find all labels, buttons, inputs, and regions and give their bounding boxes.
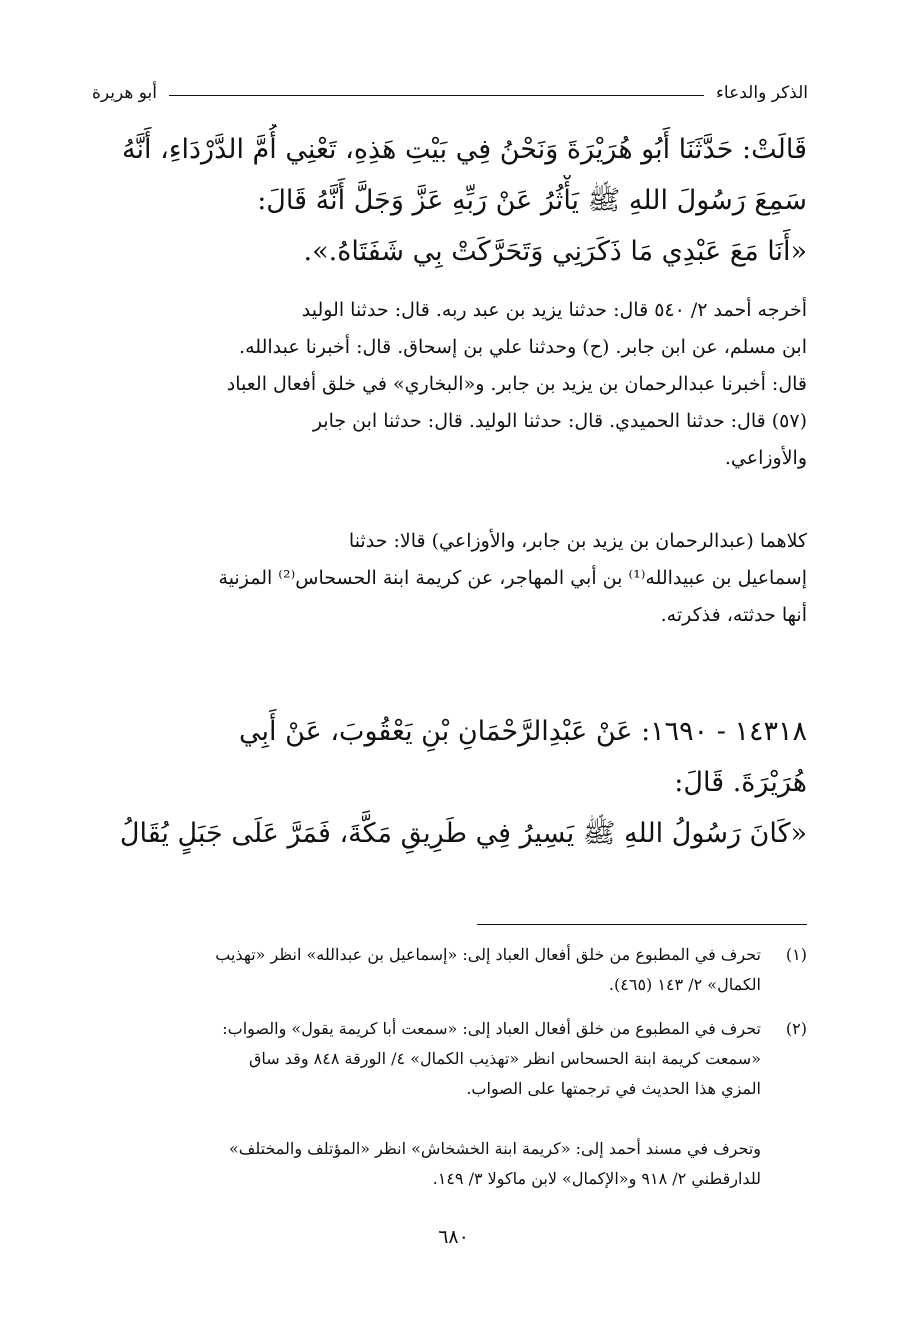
takhrij-line: ابن مسلم، عن ابن جابر. (ح) وحدثنا علي بن إسحاق. قال: أخبرنا عبدالله. <box>239 336 807 358</box>
hadith-line: «كَانَ رَسُولُ اللهِ ﷺ يَسِيرُ فِي طَرِيقِ مَكَّةَ، فَمَرَّ عَلَى جَبَلٍ يُقَالُ <box>119 818 807 849</box>
footnote-number: (١) <box>785 945 807 964</box>
footnote-line: للدارقطني ٢/ ٩١٨ و«الإكمال» لابن ماكولا ٣/ ١٤٩. <box>432 1169 761 1188</box>
isnad-line: إسماعيل بن عبيدالله⁽¹⁾ بن أبي المهاجر، عن كريمة ابنة الحسحاس⁽²⁾ المزنية <box>218 567 807 589</box>
hadith-line: قَالَتْ: حَدَّثَنَا أَبُو هُرَيْرَةَ وَنَحْنُ فِي بَيْتِ هَذِهِ، تَعْنِي أُمَّ الدَّرْدَاءِ، أَنَّهُ <box>122 134 807 165</box>
hadith-line: هُرَيْرَةَ. قَالَ: <box>674 767 807 798</box>
footnote-line: «سمعت كريمة ابنة الحسحاس انظر «تهذيب الكمال» ٤/ الورقة ٨٤٨ وقد ساق <box>248 1049 761 1068</box>
hadith-text-next <box>99 706 807 859</box>
footnote-line: المزي هذا الحديث في ترجمتها على الصواب. <box>466 1079 761 1098</box>
isnad-line: كلاهما (عبدالرحمان بن يزيد بن جابر، والأوزاعي) قالا: حدثنا <box>348 530 807 552</box>
takhrij-paragraph <box>99 292 807 477</box>
hadith-line: «أَنَا مَعَ عَبْدِي مَا ذَكَرَنِي وَتَحَرَّكَتْ بِي شَفَتَاهُ.». <box>303 236 807 267</box>
footnote-2-continuation <box>99 1134 761 1194</box>
takhrij-line: (٥٧) قال: حدثنا الحميدي. قال: حدثنا الوليد. قال: حدثنا ابن جابر <box>312 410 807 432</box>
header-rule <box>169 95 704 96</box>
isnad-line: أنها حدثته، فذكرته. <box>660 604 807 626</box>
footnote-2 <box>99 1014 807 1104</box>
footnote-line: تحرف في المطبوع من خلق أفعال العباد إلى: «سمعت أبا كريمة يقول» والصواب: <box>222 1019 761 1038</box>
footnote-line: الكمال» ٢/ ١٤٣ (٤٦٥). <box>608 975 761 994</box>
footnote-line: وتحرف في مسند أحمد إلى: «كريمة ابنة الخشخاش» انظر «المؤتلف والمختلف» <box>228 1139 761 1158</box>
isnad-paragraph <box>99 523 807 634</box>
takhrij-line: والأوزاعي. <box>724 447 807 469</box>
footnote-1 <box>99 940 807 1000</box>
footnote-separator <box>477 924 807 925</box>
hadith-heading-line: ١٤٣١٨ - ١٦٩٠: عَنْ عَبْدِالرَّحْمَانِ بْنِ يَعْقُوبَ، عَنْ أَبِي <box>238 716 807 747</box>
header-chapter-title: الذكر والدعاء <box>715 83 808 103</box>
header-narrator-title: أبو هريرة <box>92 83 158 103</box>
page-number: ٦٨٠ <box>438 1226 469 1248</box>
takhrij-line: قال: أخبرنا عبدالرحمان بن يزيد بن جابر. و«البخاري» في خلق أفعال العباد <box>226 373 807 395</box>
footnote-number: (٢) <box>785 1019 807 1038</box>
hadith-line: سَمِعَ رَسُولَ اللهِ ﷺ يَأْثُرُ عَنْ رَبِّهِ عَزَّ وَجَلَّ أَنَّهُ قَالَ: <box>257 185 807 216</box>
hadith-text-top <box>99 124 807 277</box>
takhrij-line: أخرجه أحمد ٢/ ٥٤٠ قال: حدثنا يزيد بن عبد ربه. قال: حدثنا الوليد <box>301 299 807 321</box>
running-header <box>92 78 808 108</box>
footnote-line: تحرف في المطبوع من خلق أفعال العباد إلى: «إسماعيل بن عبدالله» انظر «تهذيب <box>215 945 761 964</box>
